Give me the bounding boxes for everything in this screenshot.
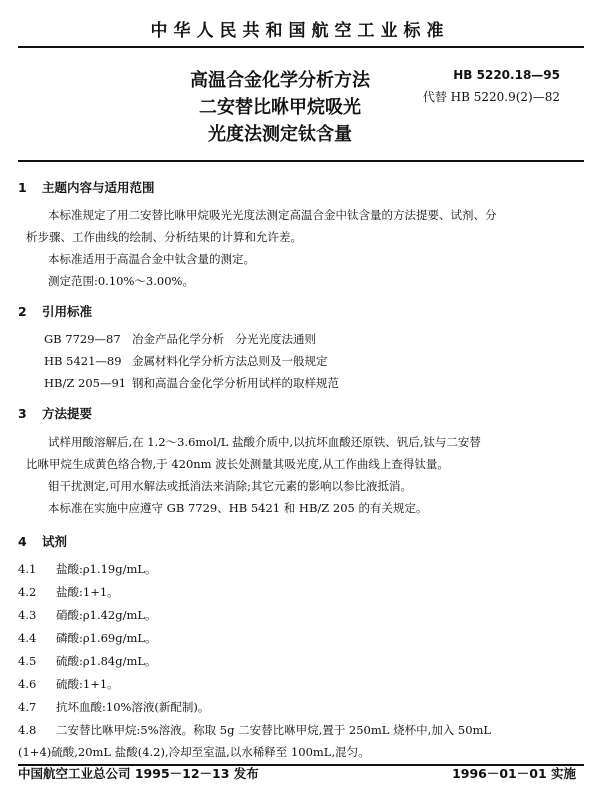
- standard-category-header: 中华人民共和国航空工业标准: [150, 21, 450, 41]
- section-3-paragraph-2: 钼干扰测定,可用水解法或抵消法来消除;其它元素的影响以参比液抵消。: [48, 479, 413, 493]
- reagent-text: 硝酸:ρ1.42g/mL。: [56, 608, 157, 622]
- reagent-item: [18, 584, 119, 600]
- reagent-number: 4.6: [18, 677, 37, 691]
- section-title: 主题内容与适用范围: [42, 180, 155, 195]
- section-number: 3: [18, 406, 27, 421]
- section-1-paragraph-2: 本标准适用于高温合金中钛含量的测定。: [48, 252, 255, 266]
- section-3-paragraph-1: 试样用酸溶解后,在 1.2～3.6mol/L 盐酸介质中,以抗坏血酸还原铁、钒后,钛与二安替: [48, 435, 481, 449]
- replaced-standard: 代替 HB 5220.9(2)—82: [422, 90, 560, 104]
- reference-code: GB 7729—87: [44, 332, 121, 346]
- reagent-text: 盐酸:ρ1.19g/mL。: [56, 562, 157, 576]
- reagent-number: 4.3: [18, 608, 37, 622]
- reference-item: [44, 353, 328, 369]
- section-1-heading: [18, 178, 155, 196]
- reagent-number: 4.7: [18, 700, 37, 714]
- section-1-paragraph-1-cont: 析步骤、工作曲线的绘制、分析结果的计算和允许差。: [26, 230, 302, 244]
- title-line-3: 光度法测定钛含量: [208, 124, 352, 145]
- reagent-number: 4.2: [18, 585, 37, 599]
- reagent-item: [18, 722, 491, 738]
- section-number: 1: [18, 180, 27, 195]
- reagent-text: 硫酸:ρ1.84g/mL。: [56, 654, 157, 668]
- section-title: 试剂: [42, 534, 68, 549]
- reagent-number: 4.1: [18, 562, 37, 576]
- reagent-number: 4.5: [18, 654, 37, 668]
- reagent-text: 硫酸:1+1。: [56, 677, 119, 691]
- reagent-item: [18, 607, 157, 623]
- reagent-text: 磷酸:ρ1.69g/mL。: [56, 631, 157, 645]
- reagent-number: 4.8: [18, 723, 37, 737]
- section-title: 方法提要: [42, 406, 93, 421]
- title-rule: [18, 160, 584, 162]
- title-line-1: 高温合金化学分析方法: [190, 70, 370, 91]
- reference-title: 冶金产品化学分析 分光光度法通则: [132, 332, 316, 346]
- reagent-text-cont: (1+4)硫酸,20mL 盐酸(4.2),冷却至室温,以水稀释至 100mL,混匀。: [18, 745, 370, 759]
- section-3-paragraph-1-cont: 比咻甲烷生成黄色络合物,于 420nm 波长处测量其吸光度,从工作曲线上查得钛量。: [26, 457, 449, 471]
- reagent-item: [18, 699, 209, 715]
- issue-date: 中国航空工业总公司 1995－12－13 发布: [18, 766, 259, 781]
- reagent-item: [18, 630, 157, 646]
- section-1-paragraph-3: 测定范围:0.10%～3.00%。: [48, 274, 194, 288]
- reference-item: [44, 375, 339, 391]
- section-3-paragraph-3: 本标准在实施中应遵守 GB 7729、HB 5421 和 HB/Z 205 的有关规定。: [48, 501, 428, 515]
- section-3-heading: [18, 404, 92, 422]
- reagent-text: 二安替比咻甲烷:5%溶液。称取 5g 二安替比咻甲烷,置于 250mL 烧杯中,加入 50mL: [56, 723, 492, 737]
- effective-date: 1996－01－01 实施: [452, 766, 576, 781]
- reference-code: HB/Z 205—91: [44, 376, 127, 390]
- reagent-text: 抗坏血酸:10%溶液(新配制)。: [56, 700, 210, 714]
- reference-title: 钢和高温合金化学分析用试样的取样规范: [132, 376, 339, 390]
- title-line-2: 二安替比咻甲烷吸光: [199, 97, 361, 118]
- header-rule: [18, 46, 584, 48]
- section-2-heading: [18, 302, 92, 320]
- reagent-item: [18, 561, 157, 577]
- reagent-item: [18, 653, 157, 669]
- section-title: 引用标准: [42, 304, 93, 319]
- section-number: 2: [18, 304, 27, 319]
- reference-item: [44, 331, 316, 347]
- reagent-number: 4.4: [18, 631, 37, 645]
- standard-number: HB 5220.18—95: [453, 68, 560, 82]
- reagent-text: 盐酸:1+1。: [56, 585, 119, 599]
- reagent-item: [18, 676, 119, 692]
- reference-title: 金属材料化学分析方法总则及一般规定: [132, 354, 328, 368]
- section-1-paragraph-1: 本标准规定了用二安替比咻甲烷吸光光度法测定高温合金中钛含量的方法提要、试剂、分: [48, 208, 497, 222]
- section-number: 4: [18, 534, 27, 549]
- reference-code: HB 5421—89: [44, 354, 122, 368]
- section-4-heading: [18, 532, 67, 550]
